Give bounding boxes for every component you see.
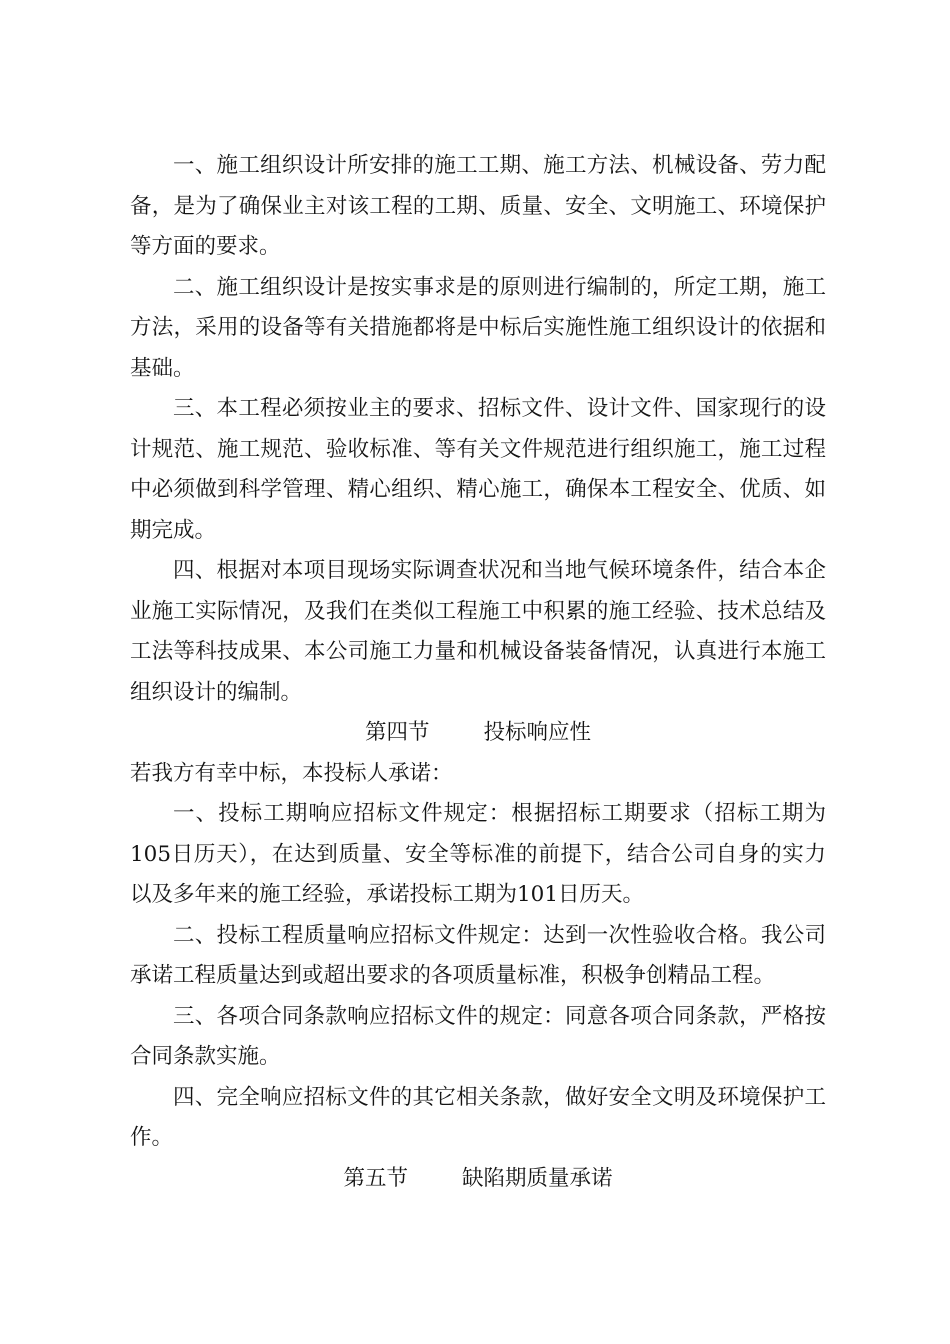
paragraph-schedule-commitment: 一、投标工期响应招标文件规定：根据招标工期要求（招标工期为105日历天），在达到质量、安全等标准的前提下，结合公司自身的实力以及多年来的施工经验，承诺投标工期为101日历天。 bbox=[130, 801, 826, 907]
paragraph-design-arrangement: 一、施工组织设计所安排的施工工期、施工方法、机械设备、劳力配备，是为了确保业主对该工程的工期、质量、安全、文明施工、环境保护等方面的要求。 bbox=[130, 153, 826, 259]
section-5-heading bbox=[130, 1159, 826, 1200]
paragraph-design-basis: 四、根据对本项目现场实际调查状况和当地气候环境条件，结合本企业施工实际情况，及我们在类似工程施工中积累的施工经验、技术总结及工法等科技成果、本公司施工力量和机械设备装备情况，认真进行本施工组织设计的编制。 bbox=[130, 558, 826, 705]
commitment-intro: 若我方有幸中标，本投标人承诺： bbox=[130, 760, 453, 786]
paragraph-contract-terms: 三、各项合同条款响应招标文件的规定：同意各项合同条款，严格按合同条款实施。 bbox=[130, 1003, 826, 1069]
document-body bbox=[130, 146, 826, 1199]
paragraph-quality-commitment: 二、投标工程质量响应招标文件规定：达到一次性验收合格。我公司承诺工程质量达到或超出要求的各项质量标准，积极争创精品工程。 bbox=[130, 922, 826, 988]
section-5-number: 第五节 bbox=[343, 1165, 408, 1191]
section-5-title: 缺陷期质量承诺 bbox=[462, 1165, 613, 1191]
paragraph-construction-requirements: 三、本工程必须按业主的要求、招标文件、设计文件、国家现行的设计规范、施工规范、验收标准、等有关文件规范进行组织施工，施工过程中必须做到科学管理、精心组织、精心施工，确保本工程安全、优质、如期完成。 bbox=[130, 396, 826, 543]
section-4-number: 第四节 bbox=[364, 720, 430, 745]
section-4-title: 投标响应性 bbox=[483, 720, 592, 745]
paragraph-other-terms: 四、完全响应招标文件的其它相关条款，做好安全文明及环境保护工作。 bbox=[130, 1084, 826, 1150]
paragraph-design-principle: 二、施工组织设计是按实事求是的原则进行编制的，所定工期，施工方法，采用的设备等有关措施都将是中标后实施性施工组织设计的依据和基础。 bbox=[130, 274, 826, 381]
section-4-heading bbox=[130, 713, 826, 754]
